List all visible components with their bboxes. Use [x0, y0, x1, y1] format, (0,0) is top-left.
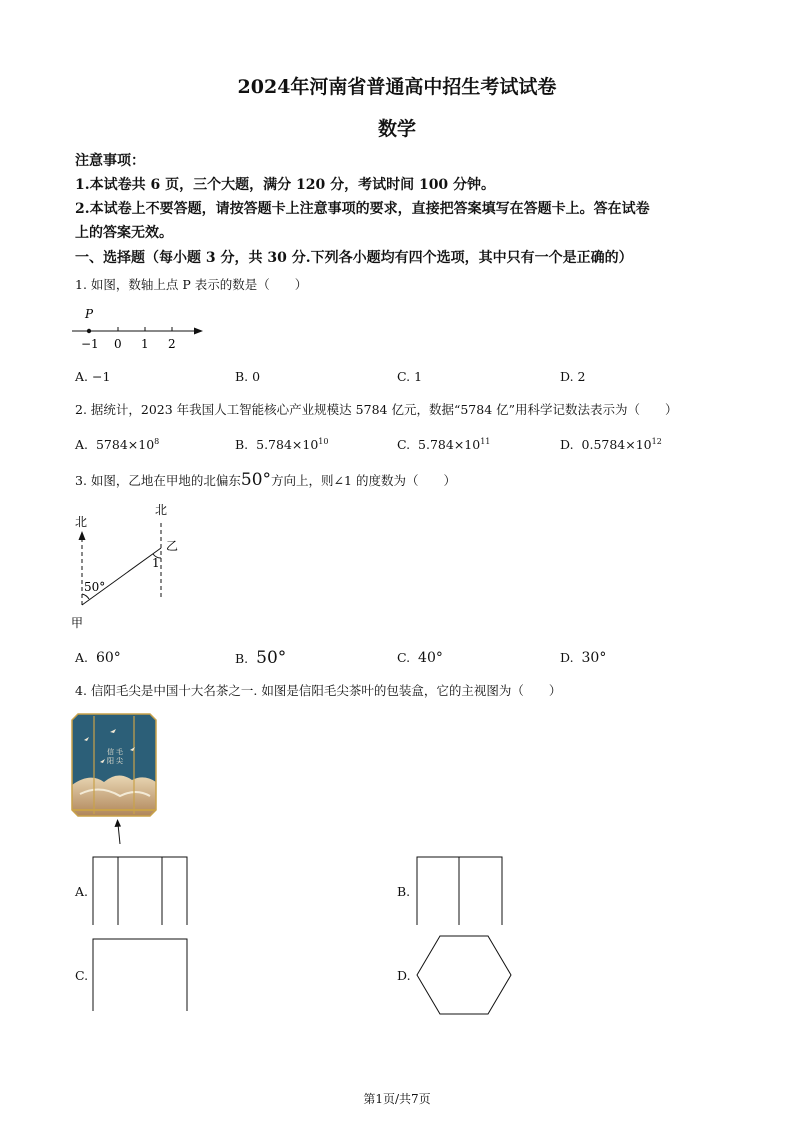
q3-option-a[interactable]: A. 60°	[75, 650, 121, 666]
section-1-heading: 一、选择题（每小题 3 分，共 30 分.下列各小题均有四个选项，其中只有一个是正确的）	[75, 250, 633, 266]
box-text-2: 尖	[116, 757, 123, 765]
notice-line-2a: 2.本试卷上不要答题，请按答题卡上注意事项的要求，直接把答案填写在答题卡上。答在试卷	[75, 201, 650, 217]
tick-label-2: 2	[168, 337, 176, 351]
view-direction-arrow	[110, 818, 130, 846]
q1-stem: 1. 如图，数轴上点 P 表示的数是（ ）	[75, 277, 308, 292]
q4-option-a-figure[interactable]	[90, 855, 190, 927]
q3-stem: 3. 如图，乙地在甲地的北偏东50°方向上，则∠1 的度数为（ ）	[75, 470, 456, 490]
box-text-3: 信	[107, 748, 114, 756]
tea-box-image	[70, 710, 158, 820]
tick-label-neg1: −1	[81, 337, 99, 351]
point-yi-label: 乙	[166, 539, 179, 553]
q2-stem: 2. 据统计，2023 年我国人工智能核心产业规模达 5784 亿元，数据“5784 亿”用科学记数法表示为（ ）	[75, 402, 678, 417]
notice-line-2b: 上的答案无效。	[75, 225, 173, 241]
notice-heading: 注意事项：	[75, 153, 145, 169]
q2-option-d[interactable]: D. $0.5784\times 10^{12}$	[560, 436, 662, 452]
q4-option-b-label[interactable]: B.	[397, 884, 411, 899]
q3-option-c[interactable]: C. 40°	[397, 650, 443, 666]
q3-option-b[interactable]: B. 50°	[235, 648, 287, 668]
exam-subject: 数学	[377, 118, 416, 140]
q4-option-d-figure[interactable]	[414, 933, 514, 1017]
tick-label-0: 0	[114, 337, 122, 351]
north-label-right: 北	[155, 503, 168, 517]
q3-option-d[interactable]: D. 30°	[560, 650, 607, 666]
north-label-left: 北	[75, 515, 88, 529]
q4-option-c-figure[interactable]	[90, 937, 190, 1013]
q4-stem: 4. 信阳毛尖是中国十大名茶之一. 如图是信阳毛尖茶叶的包装盒，它的主视图为（ ）	[75, 683, 562, 698]
q1-number-line	[68, 305, 218, 355]
q4-option-b-figure[interactable]	[414, 855, 506, 927]
q2-option-c[interactable]: C. $5.784\times 10^{11}$	[397, 436, 491, 452]
q3-direction-figure	[68, 500, 198, 635]
q1-option-b[interactable]: B. 0	[235, 369, 261, 384]
q4-option-a-label[interactable]: A.	[75, 884, 89, 899]
q4-option-d-label[interactable]: D.	[397, 968, 411, 983]
q2-option-a[interactable]: A. $5784\times 10^8$	[75, 436, 160, 452]
angle-50-label: 50°	[84, 580, 106, 594]
angle-1-label: 1	[152, 556, 160, 570]
q2-option-b[interactable]: B. $5.784\times 10^{10}$	[235, 436, 329, 452]
notice-line-1: 1.本试卷共 6 页，三个大题，满分 120 分，考试时间 100 分钟。	[75, 177, 496, 193]
q4-option-c-label[interactable]: C.	[75, 968, 89, 983]
page-footer: 第1页/共7页	[363, 1092, 431, 1106]
point-jia-label: 甲	[71, 616, 84, 630]
box-text-4: 阳	[107, 757, 114, 765]
q1-option-a[interactable]: A. −1	[75, 369, 111, 384]
box-text-1: 毛	[116, 748, 123, 756]
q1-option-d[interactable]: D. 2	[560, 369, 586, 384]
exam-title: 2024年河南省普通高中招生考试试卷	[237, 76, 557, 98]
tick-label-1: 1	[141, 337, 149, 351]
q1-option-c[interactable]: C. 1	[397, 369, 423, 384]
point-p-label: P	[85, 307, 94, 321]
